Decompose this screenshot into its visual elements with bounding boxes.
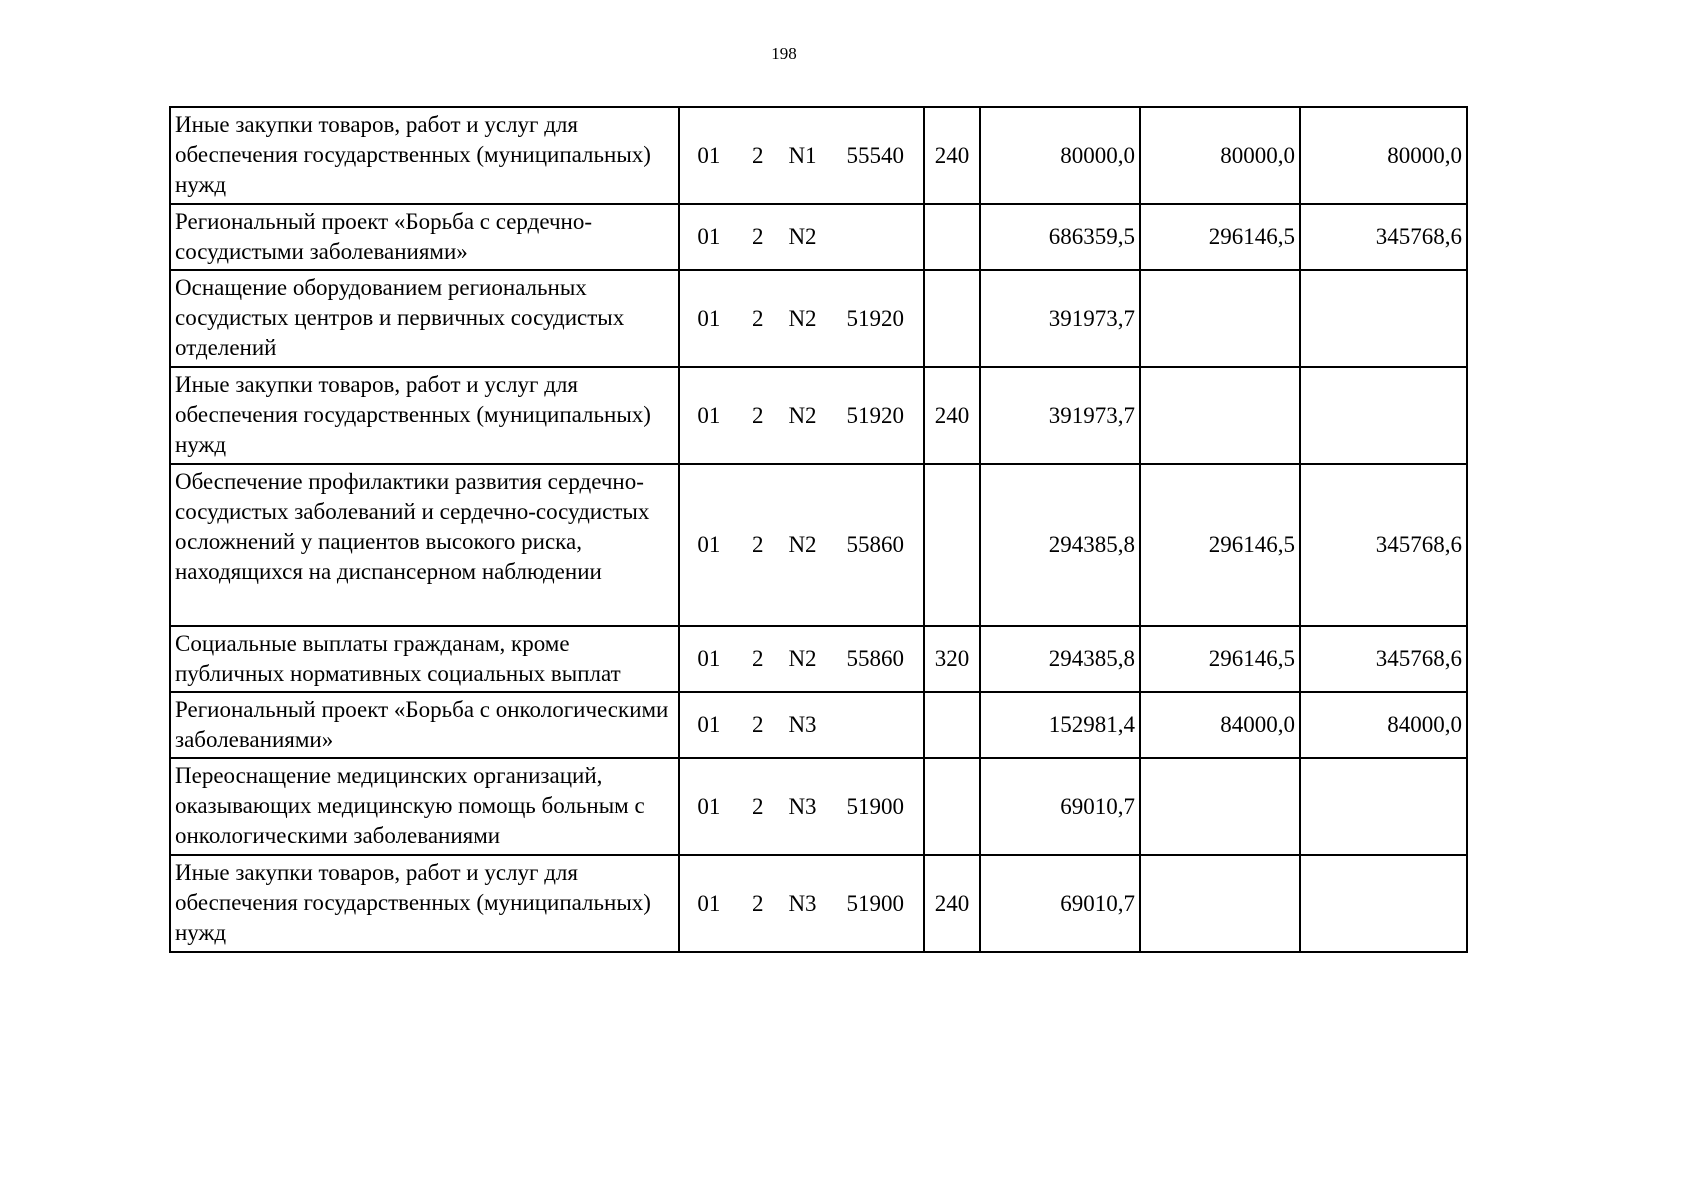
target-article-cell <box>679 855 924 952</box>
row-name-cell <box>170 758 679 855</box>
amount-year-1: 80000,0 <box>980 107 1140 204</box>
table-row <box>170 758 1467 855</box>
direction-code: 51900 <box>846 793 904 819</box>
budget-table <box>169 106 1468 953</box>
program-code: 01 <box>697 305 721 331</box>
row-name: Иные закупки товаров, работ и услуг для обеспечения государственных (муниципальных) нужд <box>175 860 651 945</box>
direction-code: 55860 <box>846 532 904 557</box>
expense-type-code <box>924 758 980 855</box>
amount-year-2 <box>1140 270 1300 367</box>
amount-year-2: 296146,5 <box>1140 464 1300 626</box>
subprogram-code: 2 <box>751 793 764 819</box>
target-article-cell <box>679 270 924 367</box>
direction-code: 51900 <box>846 890 904 916</box>
project-code: N3 <box>788 712 817 737</box>
amount-year-1: 294385,8 <box>980 626 1140 692</box>
amount-year-1: 69010,7 <box>980 758 1140 855</box>
project-code: N2 <box>788 224 817 249</box>
amount-year-3 <box>1300 367 1467 464</box>
program-code: 01 <box>697 646 721 671</box>
program-code: 01 <box>697 793 721 819</box>
target-article-cell <box>679 626 924 692</box>
amount-year-2: 84000,0 <box>1140 692 1300 758</box>
target-article-cell <box>679 204 924 270</box>
subprogram-code: 2 <box>751 532 764 557</box>
page-number: 198 <box>771 44 797 63</box>
expense-type-code: 240 <box>924 855 980 952</box>
amount-year-3: 345768,6 <box>1300 204 1467 270</box>
amount-year-3 <box>1300 855 1467 952</box>
expense-type-code: 320 <box>924 626 980 692</box>
row-name-cell <box>170 464 679 626</box>
expense-type-code <box>924 692 980 758</box>
program-code: 01 <box>697 712 721 737</box>
amount-year-3: 345768,6 <box>1300 626 1467 692</box>
amount-year-1: 391973,7 <box>980 270 1140 367</box>
row-name-cell <box>170 855 679 952</box>
project-code: N2 <box>788 402 817 428</box>
project-code: N1 <box>788 142 817 168</box>
row-name: Оснащение оборудованием региональных сосудистых центров и первичных сосудистых отделений <box>175 275 625 360</box>
expense-type-code: 240 <box>924 367 980 464</box>
row-name: Иные закупки товаров, работ и услуг для обеспечения государственных (муниципальных) нужд <box>175 112 651 197</box>
amount-year-3: 345768,6 <box>1300 464 1467 626</box>
program-code: 01 <box>697 402 721 428</box>
project-code: N2 <box>788 305 817 331</box>
amount-year-3 <box>1300 270 1467 367</box>
table-row <box>170 464 1467 626</box>
table-row <box>170 204 1467 270</box>
subprogram-code: 2 <box>751 305 764 331</box>
expense-type-code: 240 <box>924 107 980 204</box>
amount-year-3 <box>1300 758 1467 855</box>
direction-code: 55540 <box>846 142 904 168</box>
program-code: 01 <box>697 142 721 168</box>
amount-year-1: 391973,7 <box>980 367 1140 464</box>
amount-year-3: 80000,0 <box>1300 107 1467 204</box>
subprogram-code: 2 <box>751 402 764 428</box>
table-row <box>170 367 1467 464</box>
program-code: 01 <box>697 224 721 249</box>
row-name: Региональный проект «Борьба с сердечно-сосудистыми заболеваниями» <box>175 209 592 264</box>
amount-year-2: 80000,0 <box>1140 107 1300 204</box>
table-row <box>170 107 1467 204</box>
project-code: N2 <box>788 532 817 557</box>
table-row <box>170 626 1467 692</box>
amount-year-2: 296146,5 <box>1140 204 1300 270</box>
amount-year-1: 686359,5 <box>980 204 1140 270</box>
row-name: Переоснащение медицинских организаций, оказывающих медицинскую помощь больным с онкологическими заболеваниями <box>175 763 645 848</box>
amount-year-2 <box>1140 367 1300 464</box>
direction-code: 51920 <box>846 402 904 428</box>
amount-year-1: 294385,8 <box>980 464 1140 626</box>
subprogram-code: 2 <box>751 142 764 168</box>
project-code: N3 <box>788 793 817 819</box>
amount-year-2 <box>1140 758 1300 855</box>
target-article-cell <box>679 367 924 464</box>
project-code: N2 <box>788 646 817 671</box>
row-name-cell <box>170 204 679 270</box>
expense-type-code <box>924 204 980 270</box>
expense-type-code <box>924 270 980 367</box>
row-name: Иные закупки товаров, работ и услуг для обеспечения государственных (муниципальных) нужд <box>175 372 651 457</box>
target-article-cell <box>679 758 924 855</box>
row-name: Социальные выплаты гражданам, кроме публичных нормативных социальных выплат <box>175 631 621 686</box>
amount-year-1: 69010,7 <box>980 855 1140 952</box>
row-name-cell <box>170 107 679 204</box>
amount-year-1: 152981,4 <box>980 692 1140 758</box>
table-row <box>170 692 1467 758</box>
row-name-cell <box>170 270 679 367</box>
row-name: Региональный проект «Борьба с онкологическими заболеваниями» <box>175 697 669 752</box>
target-article-cell <box>679 692 924 758</box>
project-code: N3 <box>788 890 817 916</box>
row-name-cell <box>170 692 679 758</box>
direction-code: 51920 <box>846 305 904 331</box>
program-code: 01 <box>697 532 721 557</box>
direction-code: 55860 <box>846 646 904 671</box>
target-article-cell <box>679 107 924 204</box>
row-name-cell <box>170 367 679 464</box>
target-article-cell <box>679 464 924 626</box>
table-row <box>170 855 1467 952</box>
table-row <box>170 270 1467 367</box>
expense-type-code <box>924 464 980 626</box>
subprogram-code: 2 <box>751 646 764 671</box>
row-name-cell <box>170 626 679 692</box>
row-name: Обеспечение профилактики развития сердечно-сосудистых заболеваний и сердечно-сосудистых осложнений у пациентов высокого риска, находящихся на диспансерном наблюдении <box>175 469 650 584</box>
program-code: 01 <box>697 890 721 916</box>
subprogram-code: 2 <box>751 224 764 249</box>
subprogram-code: 2 <box>751 890 764 916</box>
amount-year-3: 84000,0 <box>1300 692 1467 758</box>
amount-year-2: 296146,5 <box>1140 626 1300 692</box>
amount-year-2 <box>1140 855 1300 952</box>
subprogram-code: 2 <box>751 712 764 737</box>
